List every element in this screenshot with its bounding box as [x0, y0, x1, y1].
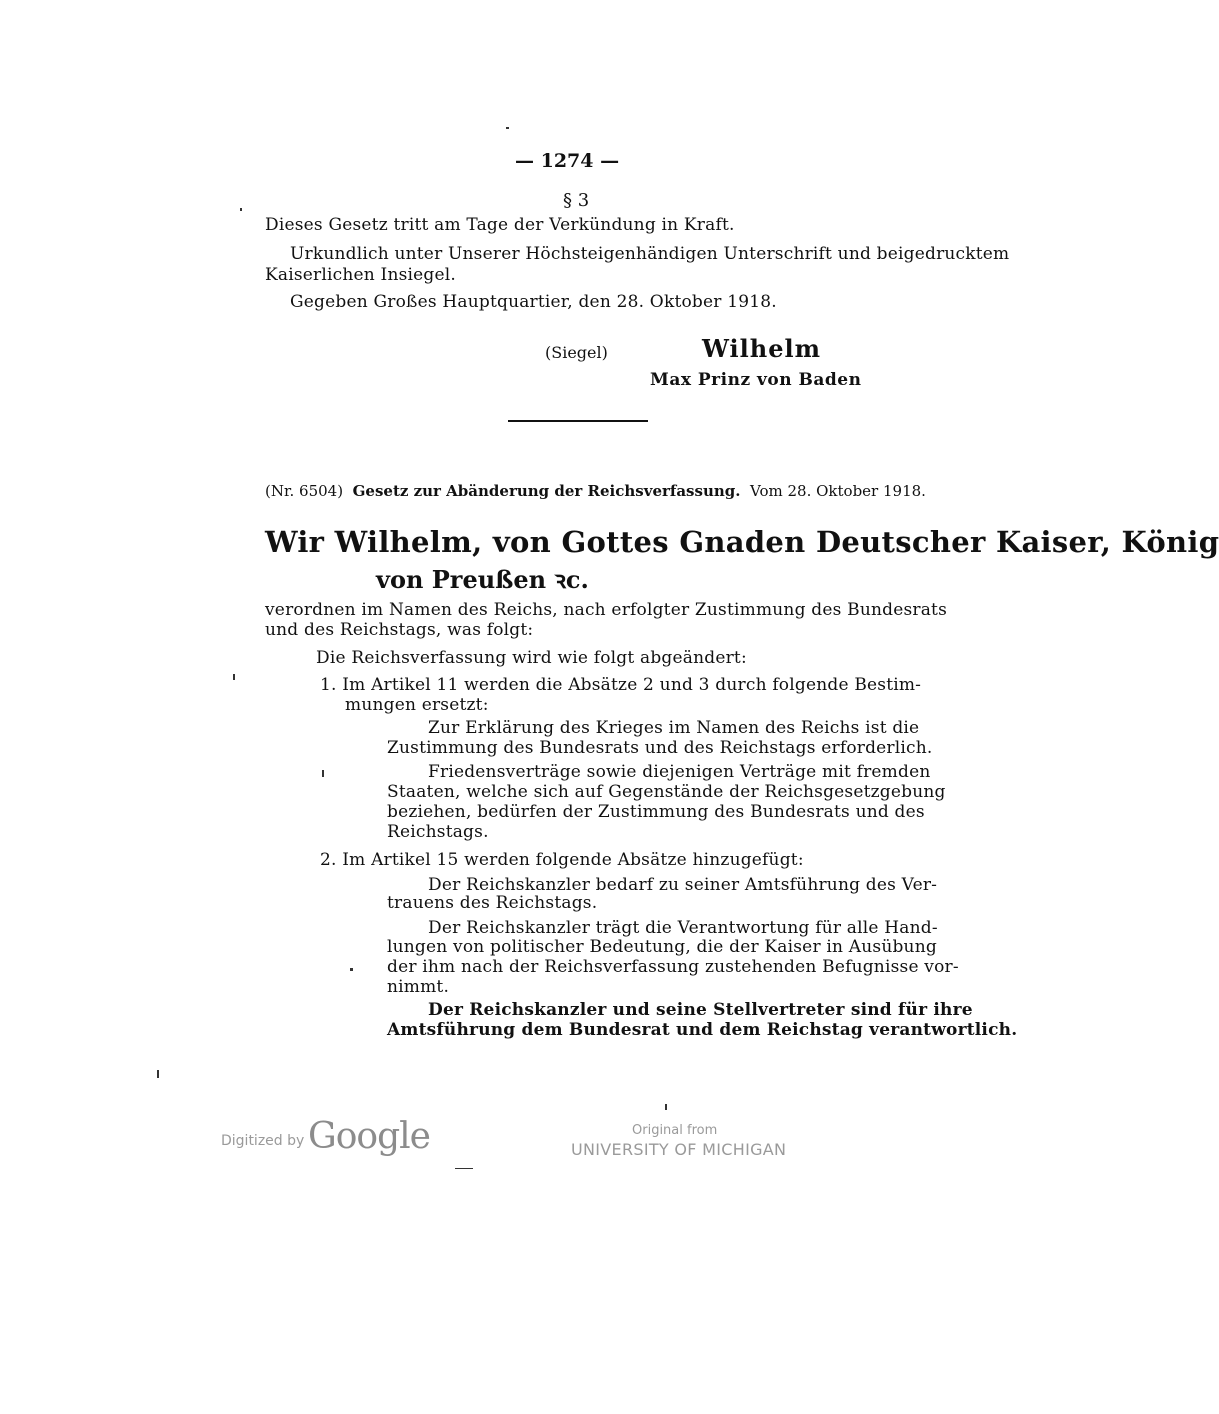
- item2-quote2-a: Der Reichskanzler trägt die Verantwortung für alle Hand-: [428, 918, 938, 938]
- item1-quote1-b: Zustimmung des Bundesrats und des Reichstags erforderlich.: [387, 738, 933, 758]
- seal-label: (Siegel): [545, 343, 608, 362]
- intro-line1: verordnen im Namen des Reichs, nach erfolgter Zustimmung des Bundesrats: [265, 600, 948, 620]
- paragraph-attestation-cont: Kaiserlichen Insiegel.: [265, 265, 457, 285]
- section-mark: § 3: [563, 190, 590, 211]
- page-number: — 1274 —: [515, 150, 620, 172]
- law-header: [265, 482, 926, 500]
- item2-quote3-b: Amtsführung dem Bundesrat und dem Reichstag verantwortlich.: [387, 1020, 1018, 1040]
- paragraph-effective: Dieses Gesetz tritt am Tage der Verkündung in Kraft.: [265, 215, 735, 235]
- digitized-by-label: Digitized by: [221, 1133, 305, 1149]
- item1-line-a: 1. Im Artikel 11 werden die Absätze 2 und 3 durch folgende Bestim-: [320, 675, 922, 695]
- item1-line-b: mungen ersetzt:: [345, 695, 489, 715]
- preamble-line1: Wir Wilhelm, von Gottes Gnaden Deutscher Kaiser, König: [265, 525, 1219, 559]
- scan-speck: [665, 1104, 667, 1110]
- scan-speck: [506, 127, 509, 129]
- separator-rule: [508, 420, 648, 422]
- preamble-line2: von Preußen ꝛc.: [376, 565, 589, 594]
- item1-quote1-a: Zur Erklärung des Krieges im Namen des Reichs ist die: [428, 718, 920, 738]
- paragraph-given: Gegeben Großes Hauptquartier, den 28. Oktober 1918.: [290, 292, 777, 312]
- university-label: UNIVERSITY OF MICHIGAN: [571, 1140, 787, 1159]
- item2-quote2-c: der ihm nach der Reichsverfassung zustehenden Befugnisse vor-: [387, 957, 959, 977]
- item2-line: 2. Im Artikel 15 werden folgende Absätze hinzugefügt:: [320, 850, 804, 870]
- intro-line2: und des Reichstags, was folgt:: [265, 620, 534, 640]
- item2-quote1-a: Der Reichskanzler bedarf zu seiner Amtsführung des Ver-: [428, 875, 938, 895]
- law-title: Gesetz zur Abänderung der Reichsverfassung.: [352, 482, 741, 500]
- item2-quote2-d: nimmt.: [387, 977, 450, 997]
- item1-quote2-b: Staaten, welche sich auf Gegenstände der Reichsgesetzgebung: [387, 782, 946, 802]
- item1-quote2-a: Friedensverträge sowie diejenigen Verträge mit fremden: [428, 762, 931, 782]
- scan-speck: [455, 1168, 473, 1169]
- law-number: (Nr. 6504): [265, 482, 344, 500]
- paragraph-attestation: Urkundlich unter Unserer Höchsteigenhändigen Unterschrift und beigedrucktem: [290, 244, 1010, 264]
- scan-speck: [322, 770, 324, 777]
- item2-quote1-b: trauens des Reichstags.: [387, 893, 598, 913]
- item2-quote3-a: Der Reichskanzler und seine Stellvertreter sind für ihre: [428, 1000, 973, 1020]
- scan-speck: [240, 208, 242, 211]
- lead-line: Die Reichsverfassung wird wie folgt abgeändert:: [316, 648, 747, 668]
- item1-quote2-c: beziehen, bedürfen der Zustimmung des Bundesrats und des: [387, 802, 925, 822]
- scan-speck: [233, 674, 235, 680]
- scan-speck: [157, 1070, 159, 1078]
- original-from-label: Original from: [632, 1123, 718, 1138]
- signature-chancellor: Max Prinz von Baden: [650, 370, 862, 390]
- item2-quote2-b: lungen von politischer Bedeutung, die der Kaiser in Ausübung: [387, 937, 937, 957]
- law-date: Vom 28. Oktober 1918.: [750, 482, 926, 500]
- item1-quote2-d: Reichstags.: [387, 822, 489, 842]
- scan-speck: [350, 968, 353, 971]
- signature-emperor: Wilhelm: [702, 334, 821, 363]
- google-logo: Google: [308, 1116, 430, 1157]
